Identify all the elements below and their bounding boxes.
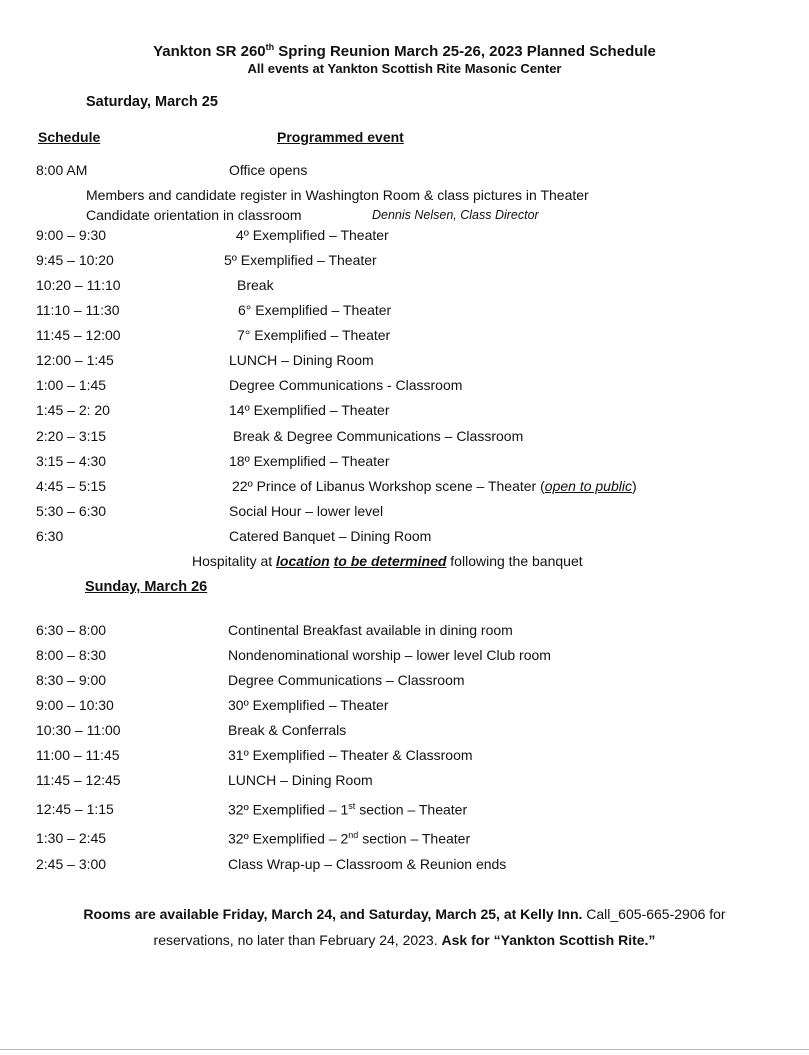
row-time: 9:00 – 10:30 bbox=[36, 697, 114, 713]
row-time: 12:45 – 1:15 bbox=[36, 801, 114, 817]
row-time: 11:45 – 12:00 bbox=[36, 327, 121, 343]
schedule-row bbox=[36, 227, 776, 247]
row-time: 9:00 – 9:30 bbox=[36, 227, 107, 243]
schedule-row bbox=[36, 302, 776, 322]
schedule-row-32-first bbox=[36, 801, 776, 821]
row-time: 2:20 – 3:15 bbox=[36, 428, 107, 444]
row-time: 9:45 – 10:20 bbox=[36, 252, 114, 268]
row-event: Degree Communications – Classroom bbox=[228, 672, 465, 688]
row-event: 32º Exemplified – 2nd section – Theater bbox=[228, 830, 471, 847]
row-time: 8:00 AM bbox=[36, 162, 88, 178]
schedule-row bbox=[36, 672, 776, 692]
row-event: Office opens bbox=[229, 162, 308, 178]
schedule-row bbox=[36, 722, 776, 742]
row-event: 6° Exemplified – Theater bbox=[238, 302, 392, 318]
row-event: LUNCH – Dining Room bbox=[228, 772, 373, 788]
schedule-row bbox=[36, 528, 776, 548]
row-time: 10:30 – 11:00 bbox=[36, 722, 121, 738]
row-event: Nondenominational worship – lower level Club room bbox=[228, 647, 551, 663]
row-event: Break bbox=[237, 277, 274, 293]
schedule-row-wrapup bbox=[36, 856, 776, 876]
page-subtitle: All events at Yankton Scottish Rite Masonic Center bbox=[247, 61, 562, 76]
row-event: 5º Exemplified – Theater bbox=[224, 252, 377, 268]
row-time: 6:30 bbox=[36, 528, 64, 544]
row-event: Catered Banquet – Dining Room bbox=[229, 528, 432, 544]
row-time: 1:00 – 1:45 bbox=[36, 377, 107, 393]
row-event: 14º Exemplified – Theater bbox=[229, 402, 390, 418]
schedule-row bbox=[36, 747, 776, 767]
event-column-header: Programmed event bbox=[277, 129, 404, 145]
row-time: 6:30 – 8:00 bbox=[36, 622, 107, 638]
row-time: 8:30 – 9:00 bbox=[36, 672, 107, 688]
row-time: 5:30 – 6:30 bbox=[36, 503, 107, 519]
row-event: Class Wrap-up – Classroom & Reunion ends bbox=[228, 856, 507, 872]
rooms-note-line2: reservations, no later than February 24, 2023. Ask for “Yankton Scottish Rite.” bbox=[153, 932, 656, 948]
schedule-row-32-second bbox=[36, 830, 776, 850]
registration-note: Members and candidate register in Washington Room & class pictures in Theater bbox=[86, 187, 589, 203]
open-to-public-link: open to public bbox=[544, 478, 632, 494]
schedule-row bbox=[36, 277, 776, 297]
row-event: Continental Breakfast available in dining room bbox=[228, 622, 513, 638]
row-time: 11:10 – 11:30 bbox=[36, 302, 120, 318]
row-event: 4º Exemplified – Theater bbox=[236, 227, 389, 243]
row-time: 8:00 – 8:30 bbox=[36, 647, 107, 663]
row-event: Social Hour – lower level bbox=[229, 503, 384, 519]
schedule-row bbox=[36, 622, 776, 642]
schedule-row bbox=[36, 402, 776, 422]
row-time: 11:00 – 11:45 bbox=[36, 747, 120, 763]
row-event: Break & Conferrals bbox=[228, 722, 347, 738]
row-time: 1:30 – 2:45 bbox=[36, 830, 107, 846]
schedule-row bbox=[36, 377, 776, 397]
schedule-row bbox=[36, 772, 776, 792]
row-time: 3:15 – 4:30 bbox=[36, 453, 107, 469]
row-time: 12:00 – 1:45 bbox=[36, 352, 114, 368]
schedule-row bbox=[36, 697, 776, 717]
row-event: 32º Exemplified – 1st section – Theater bbox=[228, 801, 468, 818]
row-event: 18º Exemplified – Theater bbox=[229, 453, 390, 469]
row-event: 22º Prince of Libanus Workshop scene – Theater (open to public) bbox=[232, 478, 637, 494]
schedule-column-header: Schedule bbox=[38, 129, 101, 145]
row-time: 11:45 – 12:45 bbox=[36, 772, 121, 788]
row-event: Degree Communications - Classroom bbox=[229, 377, 463, 393]
schedule-row-libanus bbox=[36, 478, 776, 498]
row-event: 30º Exemplified – Theater bbox=[228, 697, 389, 713]
row-time: 10:20 – 11:10 bbox=[36, 277, 121, 293]
row-time: 1:45 – 2: 20 bbox=[36, 402, 110, 418]
schedule-row bbox=[36, 162, 776, 182]
bottom-rule bbox=[0, 1049, 809, 1050]
rooms-note-line1: Rooms are available Friday, March 24, and Saturday, March 25, at Kelly Inn. Call_605-665-2906 for bbox=[83, 906, 726, 922]
class-director-note: Dennis Nelsen, Class Director bbox=[372, 208, 539, 222]
schedule-row bbox=[36, 503, 776, 523]
schedule-row bbox=[36, 428, 776, 448]
row-event: 31º Exemplified – Theater & Classroom bbox=[228, 747, 473, 763]
schedule-row bbox=[36, 453, 776, 473]
saturday-heading: Saturday, March 25 bbox=[86, 94, 218, 110]
hospitality-note: Hospitality at location to be determined following the banquet bbox=[192, 553, 583, 569]
page-title: Yankton SR 260th Spring Reunion March 25-26, 2023 Planned Schedule bbox=[153, 42, 656, 60]
schedule-row bbox=[36, 252, 776, 272]
row-event: Break & Degree Communications – Classroom bbox=[233, 428, 524, 444]
schedule-row bbox=[36, 647, 776, 667]
schedule-row bbox=[36, 327, 776, 347]
sunday-heading: Sunday, March 26 bbox=[85, 579, 208, 595]
row-event: LUNCH – Dining Room bbox=[229, 352, 374, 368]
row-time: 4:45 – 5:15 bbox=[36, 478, 107, 494]
orientation-note: Candidate orientation in classroom bbox=[86, 207, 302, 223]
schedule-row bbox=[36, 352, 776, 372]
row-time: 2:45 – 3:00 bbox=[36, 856, 107, 872]
row-event: 7° Exemplified – Theater bbox=[237, 327, 391, 343]
